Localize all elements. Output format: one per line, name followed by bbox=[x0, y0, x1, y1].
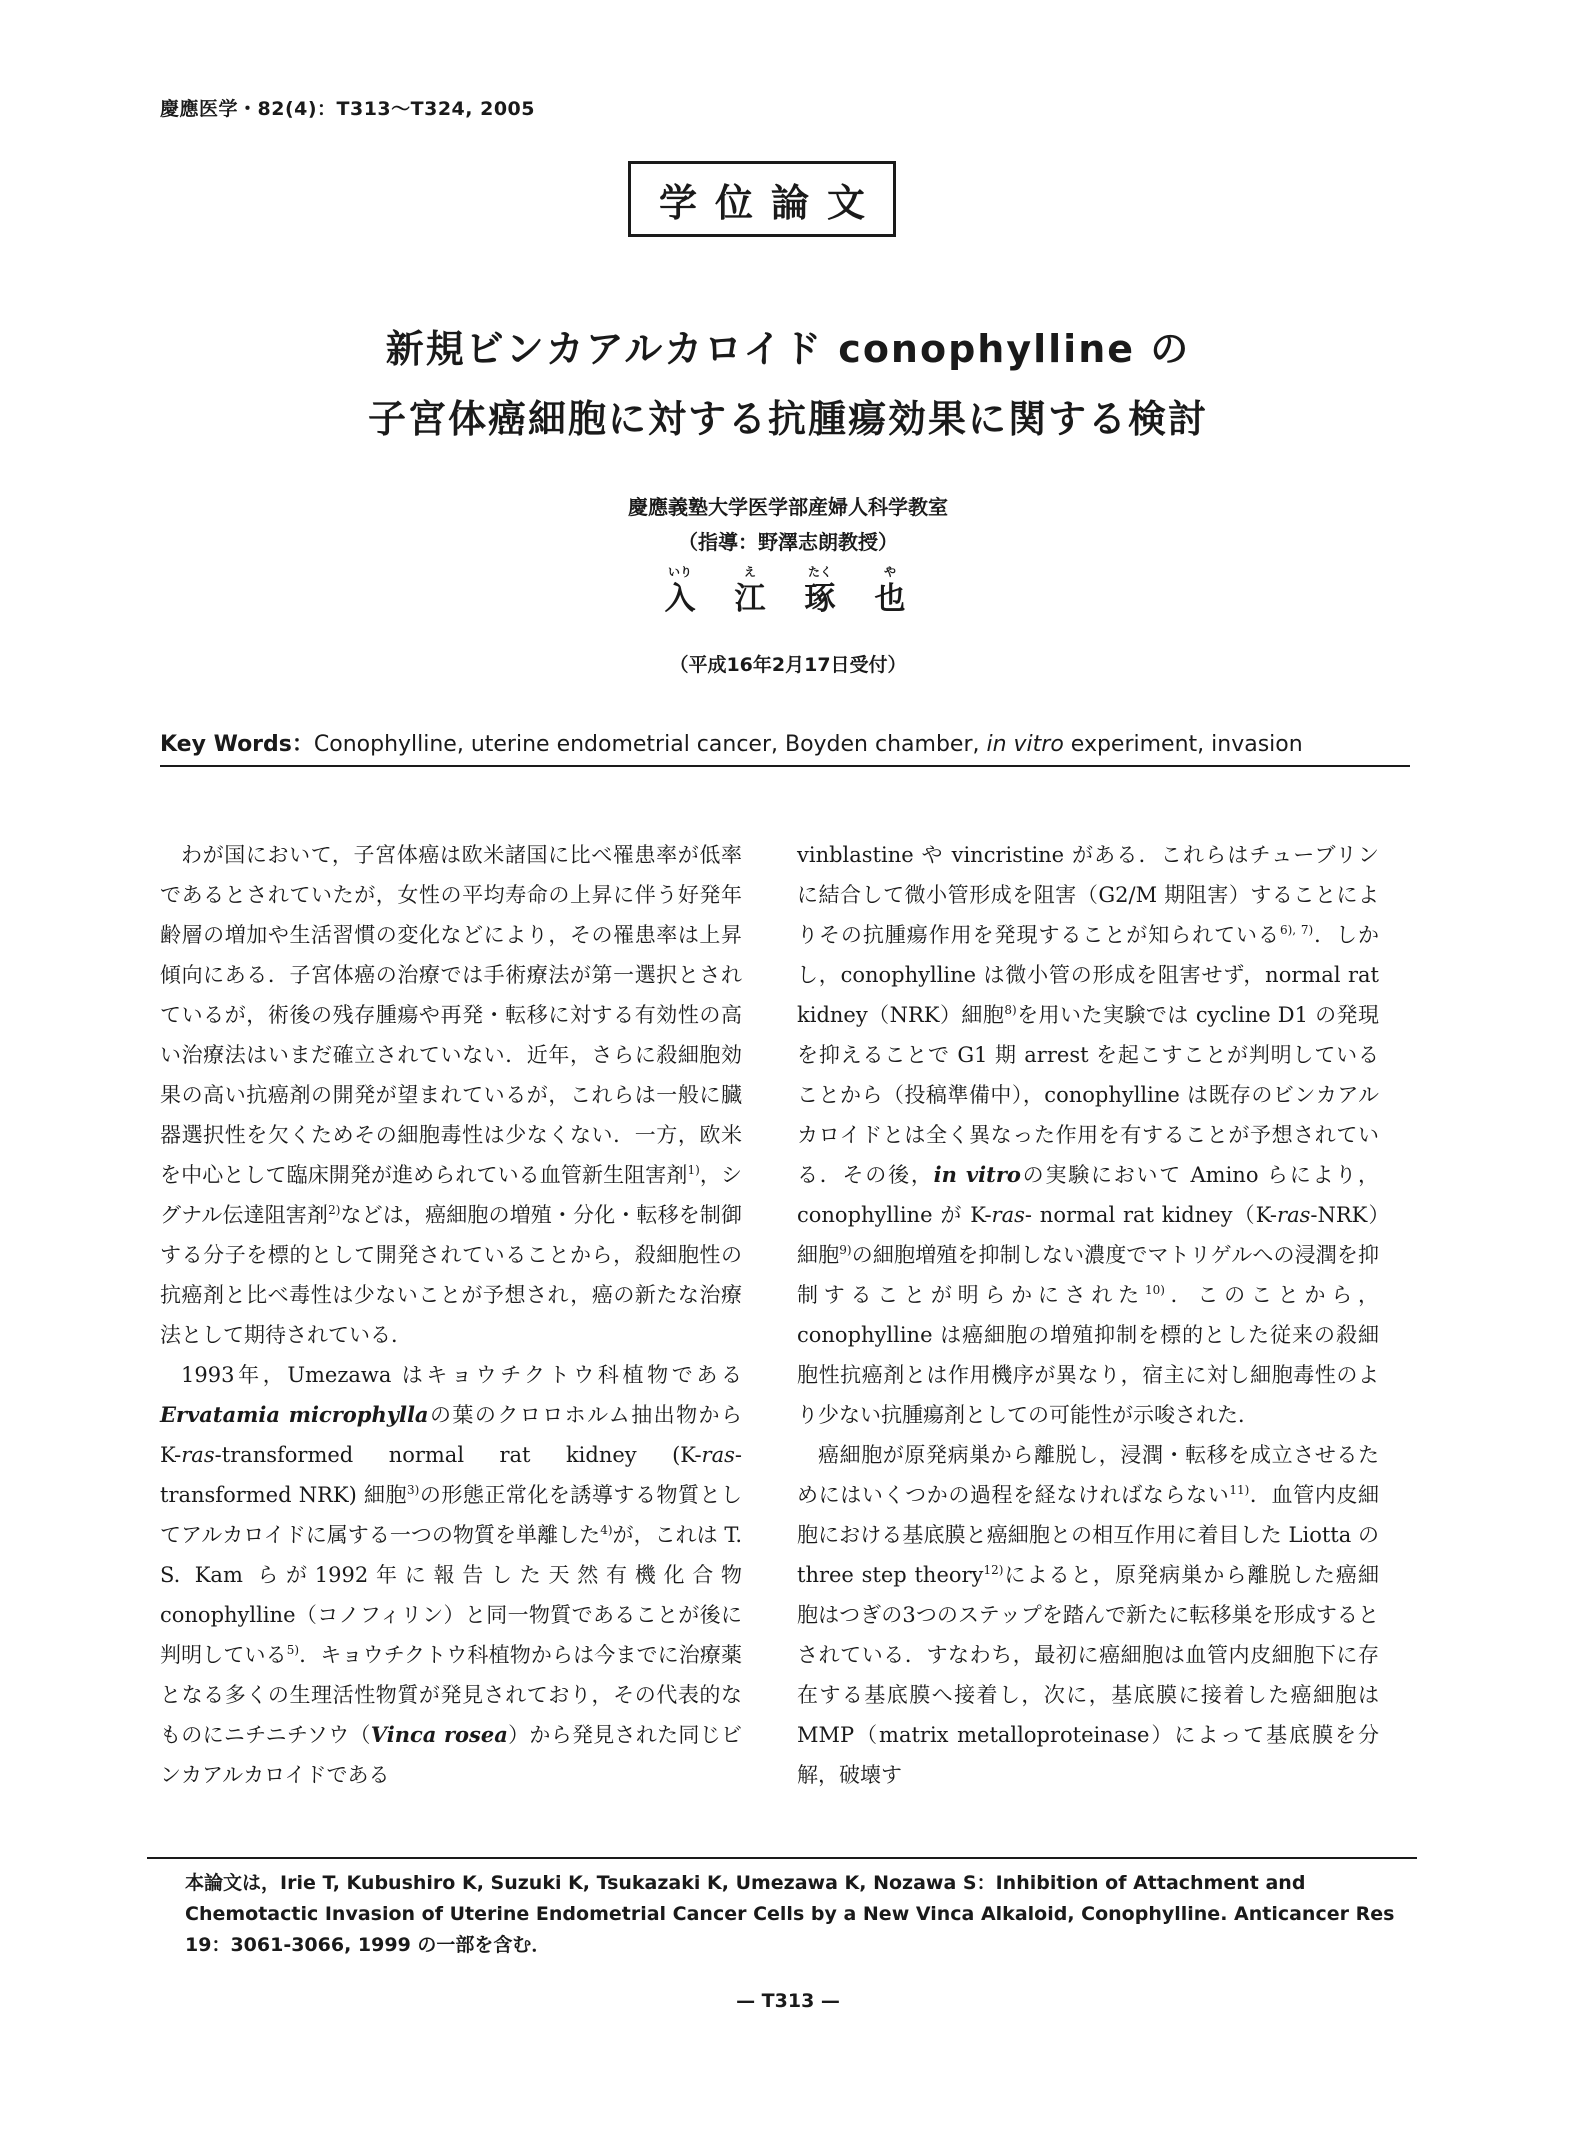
species-name: Vinca rosea bbox=[370, 1722, 508, 1747]
citation: 2) bbox=[328, 1203, 341, 1217]
body-column-left bbox=[160, 835, 742, 1795]
author-ruby: いり bbox=[667, 565, 692, 579]
body-column-right bbox=[797, 835, 1379, 1795]
affiliation: 慶應義塾大学医学部産婦人科学教室 bbox=[628, 495, 948, 519]
page-number: — T313 — bbox=[736, 1990, 840, 2012]
paragraph bbox=[797, 1435, 1379, 1795]
citation: 12) bbox=[983, 1563, 1004, 1577]
keywords-divider bbox=[160, 765, 1410, 767]
author-kanji: 入 bbox=[664, 581, 696, 617]
keywords-text: experiment, invasion bbox=[1063, 732, 1303, 757]
text: の実験において Amino らにより，conophylline が K- bbox=[797, 1163, 1379, 1227]
keywords-text: Conophylline, uterine endometrial cancer, Boyden chamber, bbox=[313, 732, 987, 757]
author-ruby: え bbox=[743, 565, 756, 579]
text: の形態正常化を誘導する物質としてアルカロイドに属する一つの物質を単離した bbox=[160, 1483, 742, 1547]
text: が，これは T. S. Kam らが1992年に報告した天然有機化合物 conophylline（コノフィリン）と同一物質であることが後に判明している bbox=[160, 1523, 743, 1667]
citation: 11) bbox=[1229, 1483, 1250, 1497]
text: ，シグナル伝達阻害剤 bbox=[160, 1163, 743, 1227]
supervisor: （指導：野澤志朗教授） bbox=[678, 530, 898, 554]
keywords-label: Key Words： bbox=[160, 732, 314, 757]
citation: 5) bbox=[286, 1643, 300, 1657]
citation: 9) bbox=[839, 1243, 852, 1257]
gene-name: ras bbox=[701, 1443, 735, 1467]
text: - normal rat kidney（K- bbox=[1024, 1203, 1278, 1227]
text: によると，原発病巣から離脱した癌細胞はつぎの3つのステップを踏んで新たに転移巣を形成するとされている．すなわち，最初に癌細胞は血管内皮細胞下に存在する基底膜へ接着し，次に，基底膜に接着した癌細胞は MMP（matrix metalloproteinase）によって基底膜を分解，破壊す bbox=[797, 1563, 1380, 1787]
text: vinblastine や vincristine がある．これらはチューブリンに結合して微小管形成を阻害（G2/M 期阻害）することによりその抗腫瘍作用を発現することが知られている bbox=[797, 843, 1379, 947]
text: 癌細胞が原発病巣から離脱し，浸潤・転移を成立させるためにはいくつかの過程を経なければならない bbox=[797, 1443, 1379, 1507]
citation: 4) bbox=[600, 1523, 613, 1537]
text: -transformed NRK) 細胞 bbox=[160, 1443, 742, 1507]
paragraph bbox=[797, 835, 1379, 1435]
species-name: Ervatamia microphylla bbox=[160, 1402, 429, 1427]
keywords-italic: in vitro bbox=[986, 732, 1064, 757]
author-char bbox=[660, 563, 700, 619]
text: 1993年，Umezawa はキョウチクトウ科植物である bbox=[181, 1363, 742, 1387]
text: の葉のクロロホルム抽出物から K- bbox=[160, 1403, 742, 1467]
text: ．このことから，conophylline は癌細胞の増殖抑制を標的とした従来の殺細胞性抗癌剤とは作用機序が異なり，宿主に対し細胞毒性のより少ない抗腫瘍剤としての可能性が示唆された． bbox=[797, 1283, 1380, 1427]
author-ruby: や bbox=[883, 565, 896, 579]
author-kanji: 琢 bbox=[804, 581, 836, 617]
text: -NRK）細胞 bbox=[797, 1203, 1379, 1267]
article-category-label: 学位論文 bbox=[658, 180, 883, 225]
text: などは，癌細胞の増殖・分化・転移を制御する分子を標的として開発されていることから，殺細胞性の抗癌剤と比べ毒性は少ないことが予想され，癌の新たな治療法として期待されている． bbox=[160, 1203, 743, 1347]
paragraph bbox=[160, 1355, 742, 1795]
footnote-text: 本論文は，Irie T, Kubushiro K, Suzuki K, Tsukazaki K, Umezawa K, Nozawa S：Inhibition of Attachment and Chemotactic Invasion of Uterine Endometrial Cancer Cells by a New Vinca Alkaloid, Conophylline. Anticancer Res 19：3061-3066, 1999 の一部を含む． bbox=[185, 1872, 1395, 1956]
author-char bbox=[730, 563, 770, 619]
footnote-divider bbox=[147, 1857, 1417, 1859]
text: の細胞増殖を抑制しない濃度でマトリゲルへの浸潤を抑制することが明らかにされた bbox=[797, 1243, 1379, 1307]
article-category-box bbox=[628, 161, 896, 237]
citation: 1) bbox=[687, 1163, 700, 1177]
keywords bbox=[160, 727, 1410, 758]
text: ）から発見された同じビンカアルカロイドである bbox=[160, 1723, 742, 1787]
author-char bbox=[800, 563, 840, 619]
journal-reference: 慶應医学・82(4)：T313〜T324, 2005 bbox=[160, 98, 535, 120]
gene-name: ras bbox=[991, 1203, 1025, 1227]
paragraph bbox=[160, 835, 742, 1355]
gene-name: ras bbox=[181, 1443, 215, 1467]
author-name bbox=[660, 563, 910, 633]
received-date: （平成16年2月17日受付） bbox=[669, 654, 907, 676]
citation: 8) bbox=[1004, 1003, 1017, 1017]
author-kanji: 江 bbox=[734, 581, 766, 617]
title-line-2: 子宮体癌細胞に対する抗腫瘍効果に関する検討 bbox=[367, 397, 1208, 441]
text: ．しかし，conophylline は微小管の形成を阻害せず，normal rat kidney（NRK）細胞 bbox=[797, 923, 1380, 1027]
footnote bbox=[160, 1868, 1410, 1961]
title-line-1: 新規ビンカアルカロイド conophylline の bbox=[385, 327, 1191, 371]
citation: 10) bbox=[1144, 1283, 1165, 1297]
gene-name: ras bbox=[1277, 1203, 1311, 1227]
text: ．血管内皮細胞における基底膜と癌細胞との相互作用に着目した Liotta の three step theory bbox=[797, 1483, 1379, 1587]
italic-term: in vitro bbox=[933, 1162, 1021, 1187]
text: わが国において，子宮体癌は欧米諸国に比べ罹患率が低率であるとされていたが，女性の平均寿命の上昇に伴う好発年齢層の増加や生活習慣の変化などにより，その罹患率は上昇傾向にある．子宮体癌の治療では手術療法が第一選択とされているが，術後の残存腫瘍や再発・転移に対する有効性の高い治療法はいまだ確立されていない．近年，さらに殺細胞効果の高い抗癌剤の開発が望まれているが，これらは一般に臓器選択性を欠くためその細胞毒性は少なくない．一方，欧米を中心として臨床開発が進められている血管新生阻害剤 bbox=[160, 843, 742, 1187]
citation: 3) bbox=[407, 1483, 420, 1497]
author-char bbox=[870, 563, 910, 619]
text: -transformed normal rat kidney (K- bbox=[214, 1443, 702, 1467]
text: ．キョウチクトウ科植物からは今までに治療薬となる多くの生理活性物質が発見されており，その代表的なものにニチニチソウ（ bbox=[160, 1643, 742, 1747]
author-kanji: 也 bbox=[874, 581, 906, 617]
author-ruby: たく bbox=[807, 565, 832, 579]
text: を用いた実験では cycline D1 の発現を抑えることで G1 期 arrest を起こすことが判明していることから（投稿準備中），conophylline は既存のビンカアルカロイドとは全く異なった作用を有することが予想されている．その後， bbox=[797, 1003, 1380, 1187]
citation: 6), 7) bbox=[1279, 923, 1314, 937]
